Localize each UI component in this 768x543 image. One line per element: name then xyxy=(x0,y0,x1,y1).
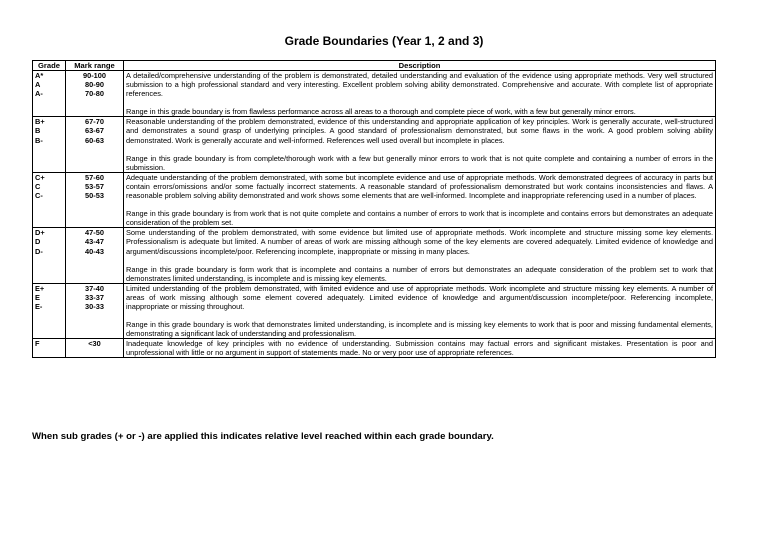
description-cell xyxy=(124,283,716,338)
grade-label: E- xyxy=(35,301,43,311)
grade-description: Reasonable understanding of the problem demonstrated, evidence of this understanding and appropriate application of key principles. Work is generally accurate, well-structured and demonstrates a sound grasp of underlying principles. A good standard of professionalism demonstrated, but some flaws in the work. A good problem solving ability demonstrated. Work is generally accurate and well-informed. References well used overall but incomplete in places. xyxy=(126,117,713,145)
mark-range-cell xyxy=(66,71,124,117)
table-row xyxy=(33,117,716,172)
range-note: Range in this grade boundary is from flawless performance across all areas to a thorough and complete piece of work, with a few but generally minor errors. xyxy=(126,107,636,117)
mark-range-value: 57-60 xyxy=(85,172,104,182)
description-cell xyxy=(124,71,716,117)
mark-range-cell xyxy=(66,228,124,283)
mark-range-value: 30-33 xyxy=(85,301,104,311)
grade-cell xyxy=(33,71,66,117)
mark-range-cell xyxy=(66,283,124,338)
mark-range-value: 60-63 xyxy=(85,135,104,145)
description-cell xyxy=(124,228,716,283)
grade-label: A* xyxy=(35,71,44,80)
mark-range-value: <30 xyxy=(88,339,101,349)
grade-description: A detailed/comprehensive understanding of the problem is demonstrated, detailed understanding and evaluation of the evidence using appropriate methods. Very well structured submission to a high professional standard and very interesting. Excellent problem solving ability demonstrated. Comprehensive and accurate. With complete list of appropriate references. xyxy=(126,71,713,99)
grade-description: Limited understanding of the problem demonstrated, with limited evidence and use of appropriate methods. Work incomplete and structure missing key elements. A number of areas of work missing although some element covered adequately. Limited evidence of knowledge and argument/discussion incomplete/poor. Referencing incomplete, inappropriate or missing throughout. xyxy=(126,283,713,311)
grade-label: A- xyxy=(35,89,43,99)
range-note: Range in this grade boundary is work that demonstrates limited understanding, is incomplete and is missing key elements to work that is poor and missing fundamental elements, demonstrating a significant lack of understanding and professionalism. xyxy=(126,320,713,339)
grade-cell xyxy=(33,228,66,283)
mark-range-value: 67-70 xyxy=(85,117,104,127)
description-cell xyxy=(124,172,716,227)
grade-label: B xyxy=(35,126,41,136)
mark-range-value: 63-67 xyxy=(85,126,104,136)
grade-label: B- xyxy=(35,135,43,145)
grade-cell xyxy=(33,117,66,172)
header-grade: Grade xyxy=(33,61,66,71)
mark-range-value: 33-37 xyxy=(85,292,104,302)
grade-label: A xyxy=(35,80,41,90)
range-note: Range in this grade boundary is form work that is incomplete and contains a number of errors but demonstrates an adequate consideration of the problem set to work that demonstrates limited understanding, is incomplete and is missing key elements. xyxy=(126,264,713,283)
grade-label: B+ xyxy=(35,117,45,127)
mark-range-value: 37-40 xyxy=(85,283,104,293)
grade-label: E+ xyxy=(35,283,45,293)
mark-range-value: 43-47 xyxy=(85,237,104,247)
table-header-row xyxy=(33,61,716,71)
grade-description: Some understanding of the problem demonstrated, with some evidence but limited use of appropriate methods. Work incomplete and structure missing some key elements. Professionalism is adequate but limited. A number of areas of work are missing although some of the key elements are covered adequately. Limited evidence of knowledge and argument/discussions incomplete/poor. Referencing incomplete, inappropriate or missing in many places. xyxy=(126,228,713,256)
header-description: Description xyxy=(124,61,716,71)
mark-range-value: 40-43 xyxy=(85,246,104,256)
mark-range-value: 90-100 xyxy=(82,71,106,80)
mark-range-value: 70-80 xyxy=(85,89,104,99)
grade-cell xyxy=(33,339,66,358)
grade-label: D- xyxy=(35,246,43,256)
grade-boundaries-table xyxy=(32,60,716,358)
grade-label: C+ xyxy=(35,172,45,182)
grade-cell xyxy=(33,172,66,227)
page-title: Grade Boundaries (Year 1, 2 and 3) xyxy=(284,34,484,48)
table-row xyxy=(33,71,716,117)
table-row xyxy=(33,172,716,227)
grade-description: Adequate understanding of the problem demonstrated, with some but incomplete evidence and use of appropriate methods. Work demonstrated degrees of accuracy in parts but contain errors/omissions and/or some factually incorrect statements. A reasonable standard of professionalism demonstrated but work contains inconsistencies and flaws. A reasonable problem solving ability demonstrated and work shows some elements that are well-informed. Incomplete and inappropriate referencing used in a number of places. xyxy=(126,172,713,201)
mark-range-value: 53-57 xyxy=(85,181,104,191)
grade-label: C xyxy=(35,181,41,191)
footnote: When sub grades (+ or -) are applied this indicates relative level reached within each grade boundary. xyxy=(32,431,494,442)
mark-range-value: 50-53 xyxy=(85,191,104,201)
range-note: Range in this grade boundary is from work that is not quite complete and contains a number of errors to work that is incomplete and contains errors but demonstrates an adequate consideration of the problem set. xyxy=(126,209,713,228)
mark-range-cell xyxy=(66,117,124,172)
grade-label: D+ xyxy=(35,228,45,238)
grade-cell xyxy=(33,283,66,338)
header-mark-range: Mark range xyxy=(66,61,124,71)
range-note: Range in this grade boundary is from complete/thorough work with a few but generally minor errors to work that is not quite complete and containing a number of errors in the submission. xyxy=(126,153,713,172)
table-row xyxy=(33,228,716,283)
description-cell xyxy=(124,339,716,358)
mark-range-cell xyxy=(66,339,124,358)
mark-range-value: 47-50 xyxy=(85,228,104,238)
grade-description: Inadequate knowledge of key principles with no evidence of understanding. Submission contains may factual errors and significant mistakes. Presentation is poor and unprofessional with little or no argument in support of statements made. No or very poor use of appropriate references. xyxy=(126,339,713,358)
table-row xyxy=(33,283,716,338)
grade-label: E xyxy=(35,292,40,302)
grade-label: C- xyxy=(35,191,43,201)
mark-range-value: 80-90 xyxy=(85,80,104,90)
mark-range-cell xyxy=(66,172,124,227)
grade-label: D xyxy=(35,237,41,247)
grade-label: F xyxy=(35,339,40,349)
table-row xyxy=(33,339,716,358)
description-cell xyxy=(124,117,716,172)
